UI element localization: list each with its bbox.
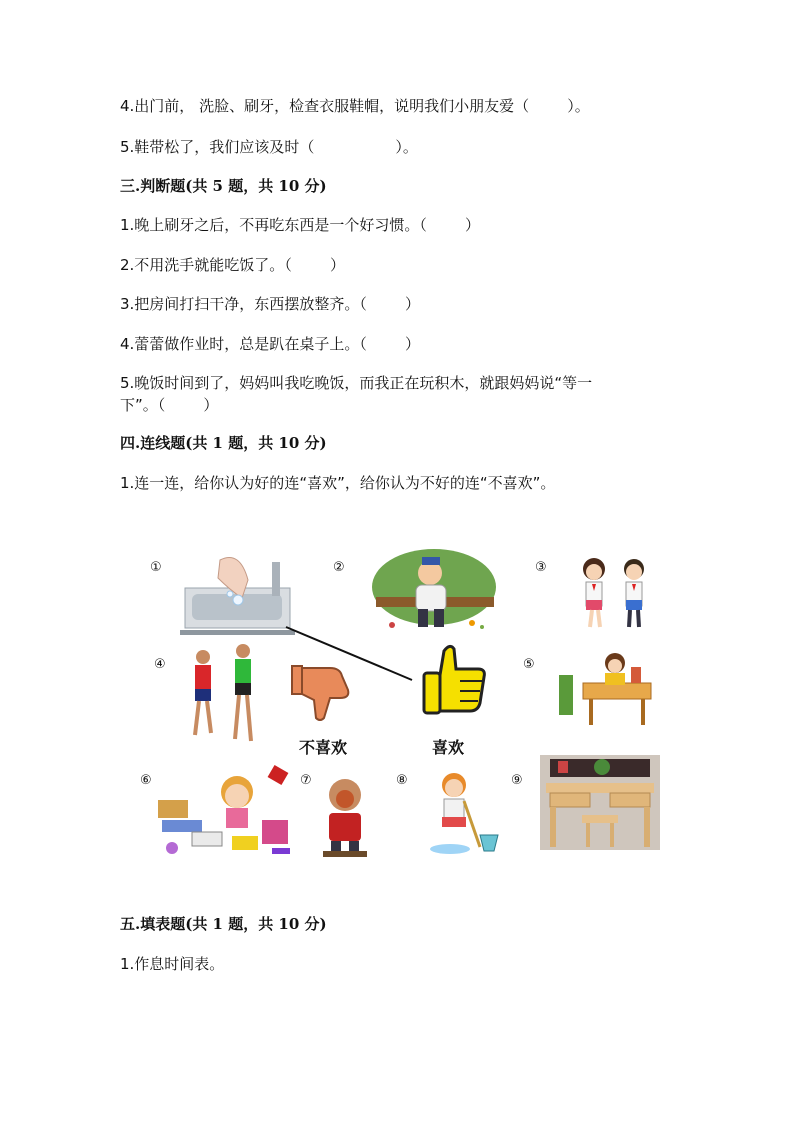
figure-number-8: ⑧ [396, 773, 408, 788]
judge-q5-line1: 5.晚饭时间到了，妈妈叫我吃晚饭，而我正在玩积木，就跟妈妈说“等一 [120, 374, 593, 392]
messy-room-girl-picture [152, 760, 297, 860]
like-label: 喜欢 [432, 738, 465, 757]
boy-eating-picture [315, 775, 375, 860]
matching-section-heading: 四.连线题(共 1 题，共 10 分) [120, 434, 327, 452]
figure-number-7: ⑦ [300, 773, 312, 788]
kid-studying-at-desk-picture [555, 645, 655, 730]
matching-q1: 1.连一连，给你认为好的连“喜欢”，给你认为不好的连“不喜欢”。 [120, 474, 556, 492]
figure-number-4: ④ [154, 657, 166, 672]
figure-number-9: ⑨ [511, 773, 523, 788]
fill-blank-q5: 5.鞋带松了，我们应该及时（ ）。 [120, 138, 418, 156]
judge-q4: 4.蕾蕾做作业时，总是趴在桌子上。（ ） [120, 335, 420, 353]
fill-blank-q4: 4.出门前， 洗脸、刷牙，检查衣服鞋帽，说明我们小朋友爱（ ）。 [120, 97, 590, 115]
tidy-desk-picture [540, 755, 660, 850]
girl-mopping-picture [420, 767, 505, 857]
figure-number-3: ③ [535, 560, 547, 575]
figure-number-1: ① [150, 560, 162, 575]
judge-q2: 2.不用洗手就能吃饭了。（ ） [120, 256, 345, 274]
judge-q5-line2: 下”。（ ） [120, 396, 219, 414]
judge-section-heading: 三.判断题(共 5 题，共 10 分) [120, 177, 327, 195]
judge-q1: 1.晚上刷牙之后，不再吃东西是一个好习惯。（ ） [120, 216, 480, 234]
matching-figure [140, 545, 670, 865]
figure-number-5: ⑤ [523, 657, 535, 672]
table-section-heading: 五.填表题(共 1 题，共 10 分) [120, 915, 327, 933]
judge-q3: 3.把房间打扫干净，东西摆放整齐。（ ） [120, 295, 420, 313]
table-q1: 1.作息时间表。 [120, 955, 225, 973]
figure-number-6: ⑥ [140, 773, 152, 788]
figure-number-2: ② [333, 560, 345, 575]
dislike-label: 不喜欢 [299, 738, 348, 757]
